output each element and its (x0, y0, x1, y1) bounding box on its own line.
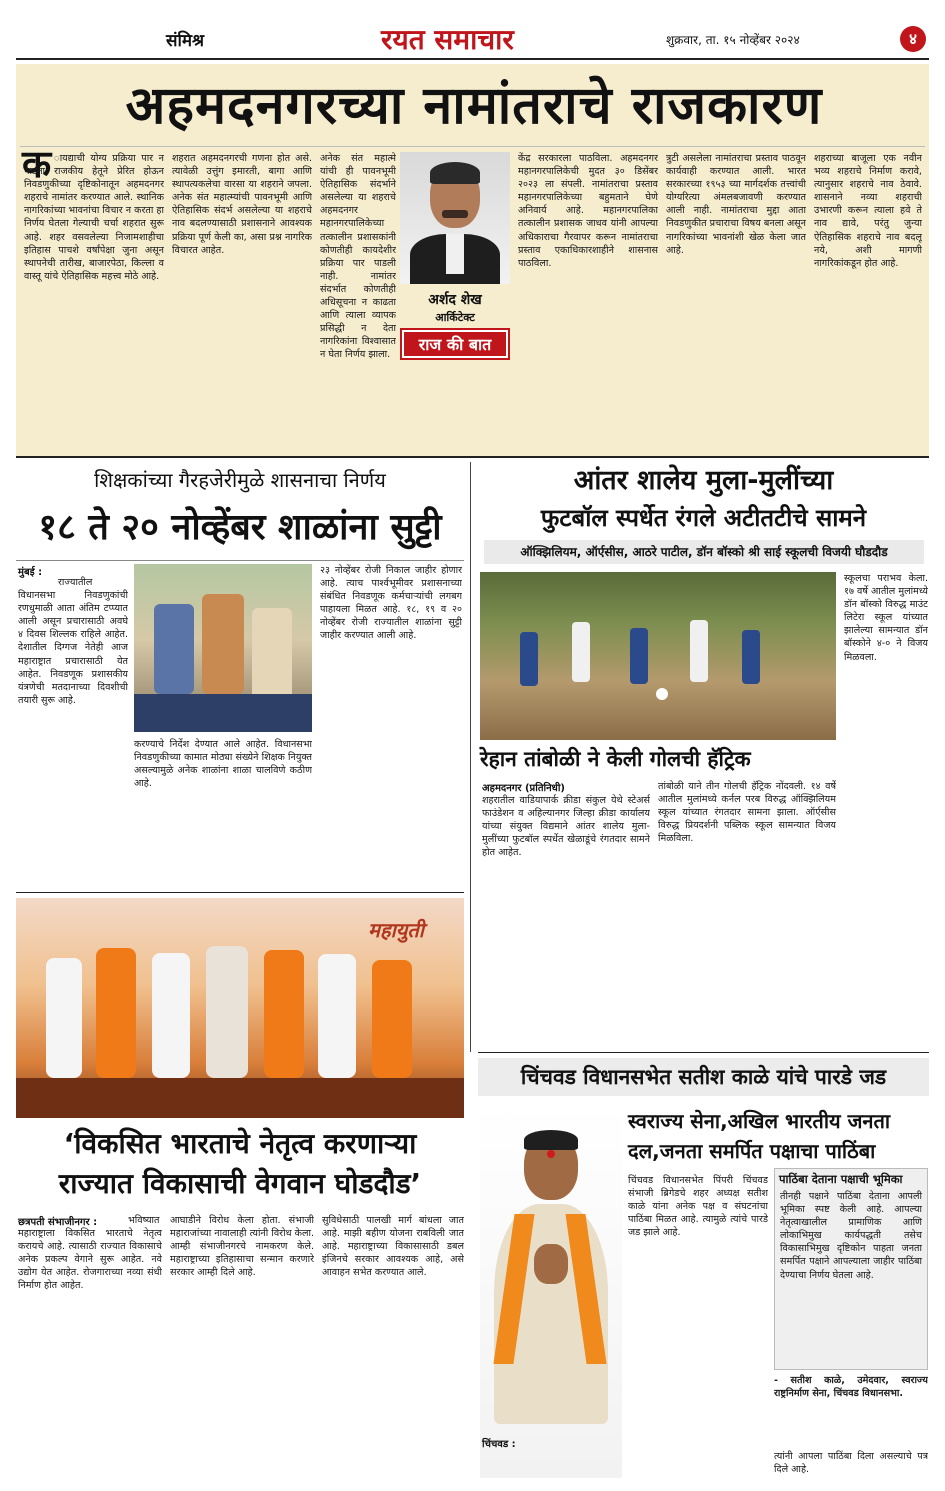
football-headline-line-1: आंतर शालेय मुला-मुलींच्या (573, 465, 834, 496)
lead-col-4: केंद्र सरकारला पाठविला. अहमदनगर महानगरपालिकेची मुदत ३० डिसेंबर २०२३ ला संपली. नामांतराचा प्रस्ताव महानगरपालिकेच्या बहुमताने घेणे अनिवार्य आहे. महानगरपालिका तत्कालीन प्रशासक जाधव यांनी आपल्या अधिकाराचा गैरवापर करून नामांतराचा प्रस्ताव एकाधिकारशाहीने शासनास पाठविला. (518, 153, 658, 269)
rally-headline (16, 1124, 464, 1204)
football-subhead: ऑक्झिलियम, ऑर्एसीस, आठरे पाटील, डॉन बॉस्को श्री साई स्कूलची विजयी घौडदौड (484, 540, 924, 564)
rally-headline-line-1: ‘विकसित भारताचे नेतृत्व करणाऱ्या (63, 1127, 417, 1160)
chinchwad-subhead-line-1: स्वराज्य सेना,अखिल भारतीय जनता (628, 1109, 891, 1133)
author-name: अर्शद शेख (428, 292, 482, 308)
chinchwad-story (478, 1058, 929, 1484)
chinchwad-headline: चिंचवड विधानसभेत सतीश काळे यांचे पारडे जड (478, 1058, 929, 1096)
rally-headline-line-2: राज्यात विकासाची वेगवान घोडदौड’ (58, 1167, 422, 1200)
school-kicker: शिक्षकांच्या गैरहजेरीमुळे शासनाचा निर्णय (94, 468, 386, 492)
school-col-3: २३ नोव्हेंबर रोजी निकाल जाहीर होणार आहे. त्याच पार्श्वभूमीवर प्रशासनाच्या संबंधित निवडणूक कर्मचाऱ्यांची लगबग पाहायला मिळत आहे. १८, १९ व २० नोव्हेंबर रोजी राज्यातील शाळांना सुट्टी जाहीर करण्यात आली आहे. (320, 565, 462, 642)
lead-col-6: शहराच्या बाजूला एक नवीन भव्य शहराचे निर्माण करावे, त्यानुसार शहराचे नाव ठेवावे. शासनाने नव्या शहराची उभारणी करून त्याला हवे ते नाव द्यावे, परंतु जुन्या ऐतिहासिक शहराचे नाव बदलू नये, अशी मागणी नागरिकांकडून होत आहे. (814, 153, 922, 269)
lead-col-5: त्रुटी असलेला नामांतराचा प्रस्ताव पाठवून कार्यवाही करण्यात आली. भारत सरकारच्या १९५३ च्या मार्गदर्शक तत्त्वांची योग्यरित्या अंमलबजावणी करण्यात आली नाही. नामांतराचा मुद्दा आता निवडणुकीत प्रचाराचा विषय बनला असून नागरिकांच्या भावनांशी खेळ केला जात आहे. (666, 153, 806, 256)
school-story (16, 462, 464, 892)
author-title: आर्किटेक्ट (435, 311, 475, 324)
support-box (774, 1168, 928, 1370)
column-badge (402, 330, 508, 358)
chinchwad-subhead (628, 1106, 928, 1166)
football-story (478, 462, 929, 1052)
masthead (16, 18, 929, 60)
lead-col-2: शहरात अहमदनगरची गणना होत असे. त्यावेळी उत्तुंग इमारती, बागा आणि स्थापत्यकलेचा वारसा या शहराने जपला. अनेक संत महात्म्यांची पावनभूमी आणि ऐतिहासिक संदर्भ असलेल्या या शहराचे नाव बदलण्यासाठी प्रशासनाने आवश्यक प्रक्रिया पूर्ण केली का, असा प्रश्न नागरिक विचारत आहेत. (172, 153, 312, 256)
football-col-2: तांबोळी याने तीन गोलची हॅट्रिक नोंदवली. १४ वर्षे आतील मुलांमध्ये कर्नल परब विरुद्ध ऑक्झिलियम स्कूल यांच्यात रंगतदार सामना झाला. ऑर्एसीस विरुद्ध प्रियदर्शनी पब्लिक स्कूल सामन्यात विजय मिळविला. (658, 781, 836, 845)
football-match-photo (480, 572, 836, 740)
column-badge-label: राज की बात (418, 335, 492, 354)
page-number-badge (900, 26, 926, 52)
school-children-photo (134, 564, 312, 732)
football-col-3: स्कूलचा पराभव केला. १७ वर्षे आतील मुलांमध्ये डॉन बॉस्को विरुद्ध माउंट लिटेरा स्कूल यांच्यात झालेल्या सामन्यात डॉन बॉस्कोने ४-० ने विजय मिळवला. (844, 573, 928, 663)
football-headline-line-2: फुटबॉल स्पर्धेत रंगले अटीतटीचे सामने (540, 504, 867, 532)
school-col-2: करण्याचे निर्देश देण्यात आले आहेत. विधानसभा निवडणुकीच्या कामात मोठ्या संख्येने शिक्षक नियुक्त असल्यामुळे अनेक शाळांना शाळा चालविणे कठीण आहे. (134, 739, 312, 790)
chinchwad-footer-note: त्यांनी आपला पाठिंबा दिला असल्याचे पत्र दिले आहे. (774, 1451, 928, 1476)
rally-photo (16, 898, 464, 1118)
school-dateline: मुंबई : (18, 567, 43, 578)
date-line: शुक्रवार, ता. १५ नोव्हेंबर २०२४ (666, 33, 800, 47)
section-label: संमिश्र (166, 31, 205, 51)
rally-col-3: सुविधेसाठी पालखी मार्ग बांधला जात आहे. माझी बहीण योजना राबविली जात आहे. महाराष्ट्राच्या विकासासाठी डबल इंजिनचे सरकार आवश्यक आहे, असे आवाहन सभेत करण्यात आले. (322, 1215, 464, 1279)
support-signature: - सतीश काळे, उमेदवार, स्वराज्य राष्ट्रनिर्माण सेना, चिंचवड विधानसभा. (774, 1375, 928, 1400)
football-headline (478, 462, 929, 536)
rally-col-2: आघाडीने विरोध केला होता. संभाजी महाराजांच्या नावालाही त्यांनी विरोध केला. आम्ही संभाजीनगरचे नामकरण केले. महाराष्ट्राच्या इतिहासाचा सन्मान करणारे सरकार आम्ही दिले आहे. (170, 1215, 314, 1279)
support-box-text: तीनही पक्षाने पाठिंबा देताना आपली भूमिका स्पष्ट केली आहे. आपल्या नेतृत्वाखालील प्रामाणिक आणि लोकाभिमुख कार्यपद्धती तसेच विकासाभिमुख दृष्टिकोन पाहता जनता समर्पित पक्षाने आपल्याला जाहीर पाठिंबा देण्याचा निर्णय घेतला आहे. (780, 1191, 922, 1281)
lead-story (16, 64, 929, 456)
rally-banner-text: महायुती (368, 918, 424, 942)
drop-cap: क (22, 142, 52, 186)
chinchwad-col-1: चिंचवड विधानसभेत पिंपरी चिंचवड संभाजी ब्रिगेडचे शहर अध्यक्ष सतीश काळे यांना अनेक पक्ष व संघटनांचा पाठिंबा मिळत आहे. त्यामुळे त्यांचे पारडे जड झाले आहे. (628, 1175, 768, 1239)
football-caption-headline: रेहान तांबोळी ने केली गोलची हॅट्रिक (480, 747, 751, 771)
page-number: ४ (909, 30, 917, 48)
football-col-1: शहरातील वाडियापार्क क्रीडा संकुल येथे स्टेअर्स फाउंडेशन व अहिल्यानगर जिल्हा क्रीडा कार्यालय यांच्या संयुक्त विद्यमाने आंतर शालेय मुला-मुलींच्या फुटबॉल स्पर्धेत खेळाडूंचे रंगतदार सामने होत आहेत. (482, 795, 650, 859)
support-box-title: पाठिंबा देताना पक्षाची भूमिका (779, 1172, 903, 1186)
author-photo (400, 152, 510, 284)
rally-dateline: छत्रपती संभाजीनगर : (18, 1217, 98, 1228)
rally-col-1: भविष्यात महाराष्ट्राला विकसित भारताचे नेतृत्व करायचे आहे. त्यासाठी राज्यात विकासाचे अनेक प्रकल्प वेगाने सुरू आहेत. नवे उद्योग येत आहेत. रोजगाराच्या नव्या संधी निर्माण होत आहेत. (18, 1215, 162, 1292)
candidate-photo (480, 1104, 622, 1478)
lead-headline: अहमदनगरच्या नामांतराचे राजकारण (125, 76, 823, 136)
football-dateline: अहमदनगर (प्रतिनिधी) (482, 783, 565, 794)
lead-col-1: ायद्याची योग्य प्रक्रिया पार न पाडता राजकीय हेतूने प्रेरित होऊन निवडणुकीच्या दृष्टिकोनातून अहमदनगर शहराचे नामांतर करण्यात आले. स्थानिक नागरिकांच्या भावनांचा विचार न करता हा निर्णय घेतला गेल्याची चर्चा शहरात सुरू आहे. शहर वसवलेल्या निजामशाहीचा इतिहास पाचशे वर्षांपेक्षा जुना असून स्थापनेची तारीख, बाजारपेठा, किल्ला व वास्तू यांचे ऐतिहासिक महत्त्व मोठे आहे. (24, 153, 164, 282)
school-col-1: राज्यातील विधानसभा निवडणुकांची रणधुमाळी आता अंतिम टप्प्यात आली असून प्रचारासाठी अवघे ४ दिवस शिल्लक राहिले आहेत. देशातील दिग्गज नेतेही आज महाराष्ट्रात प्रचारासाठी येत आहेत. निवडणूक प्रशासकीय यंत्रणेची मतदानाच्या दिवशीची तयारी सुरू आहे. (18, 577, 128, 706)
school-headline: १८ ते २० नोव्हेंबर शाळांना सुट्टी (38, 507, 442, 548)
chinchwad-dateline: चिंचवड : (482, 1439, 516, 1450)
paper-name: रयत समाचार (381, 23, 514, 56)
lead-col-3b (320, 364, 510, 452)
lead-col-3: अनेक संत महात्मे यांची ही पावनभूमी ऐतिहासिक संदर्भाने असलेल्या या शहराचे अहमदनगर महानगरपालिकेच्या तत्कालीन प्रशासकांनी कोणतीही कायदेशीर प्रक्रिया पार पाडली नाही. नामांतर संदर्भात कोणतीही अधिसूचना न काढता आणि त्याला व्यापक प्रसिद्धी न देता नागरिकांना विश्वासात न घेता निर्णय झाला. (320, 153, 396, 361)
chinchwad-subhead-line-2: दल,जनता समर्पित पक्षाचा पाठिंबा (628, 1139, 876, 1163)
